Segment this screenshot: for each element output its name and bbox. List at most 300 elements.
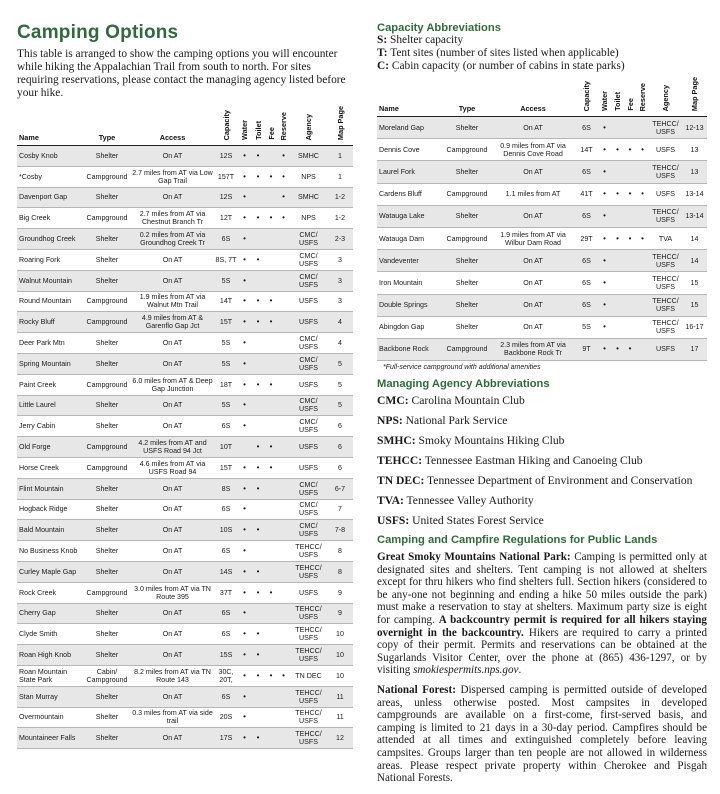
cell-capacity: 6S <box>575 272 598 294</box>
col-header-access <box>491 75 575 117</box>
cell-agency: TEHCC/ USFS <box>649 117 682 139</box>
cell-name: Iron Mountain <box>377 272 443 294</box>
cell-name: Abingdon Gap <box>377 316 443 338</box>
col-header-label: Name <box>379 104 399 113</box>
cell-access: 0.9 miles from AT via Dennis Cove Road <box>491 139 575 161</box>
cell-access: On AT <box>131 603 214 624</box>
cell-toilet <box>611 161 624 183</box>
cell-capacity: 5S <box>214 395 238 416</box>
table-row <box>377 250 707 272</box>
col-header-access <box>131 104 214 146</box>
col-header-label: Type <box>458 104 476 113</box>
cell-type: Shelter <box>443 117 491 139</box>
cell-type: Shelter <box>83 333 131 354</box>
cell-access: On AT <box>131 478 214 499</box>
cell-map: 9 <box>327 603 353 624</box>
cell-capacity: 6S <box>575 205 598 227</box>
cell-type: Shelter <box>83 249 131 270</box>
cell-water: • <box>238 249 251 270</box>
cell-access: On AT <box>491 250 575 272</box>
cell-capacity: 15T <box>214 312 238 333</box>
table-row <box>17 437 353 458</box>
cell-agency: TVA <box>649 227 682 249</box>
cell-fee <box>265 624 277 645</box>
cell-toilet <box>251 333 265 354</box>
cell-access: 2.7 miles from AT via Chestnut Branch Tr <box>131 208 214 229</box>
abbr-key: CMC: <box>377 394 409 408</box>
cell-toilet <box>251 416 265 437</box>
cell-capacity: 15T <box>214 457 238 478</box>
cell-name: Spring Mountain <box>17 353 83 374</box>
cell-fee <box>265 229 277 250</box>
cell-map: 13 <box>682 161 707 183</box>
cell-type: Shelter <box>83 520 131 541</box>
col-header-capacity <box>214 104 238 146</box>
cell-water: • <box>238 665 251 686</box>
cell-toilet: • <box>611 338 624 360</box>
intro-paragraph: This table is arranged to show the camping options you will encounter while hiking the Appalachian Trail from south to north. For sites requiring reservations, please contact the managing agency listed before your hike. <box>17 48 346 99</box>
table-row <box>17 478 353 499</box>
abbr-text: Tennessee Department of Environment and Conservation <box>424 474 693 488</box>
cell-type: Shelter <box>443 205 491 227</box>
cell-access: On AT <box>131 645 214 666</box>
cell-toilet: • <box>251 291 265 312</box>
cell-capacity: 6S <box>214 624 238 645</box>
cell-water: • <box>238 728 251 749</box>
cell-access: On AT <box>491 294 575 316</box>
cell-type: Campground <box>443 139 491 161</box>
cell-water: • <box>238 707 251 728</box>
cell-type: Campground <box>443 227 491 249</box>
cell-map: 14 <box>682 250 707 272</box>
abbr-item <box>377 514 707 528</box>
cell-agency: TEHCC/ USFS <box>290 686 327 707</box>
table-row <box>17 291 353 312</box>
table-row <box>17 645 353 666</box>
abbr-text: Carolina Mountain Club <box>408 394 525 408</box>
cell-capacity: 12S <box>214 146 238 167</box>
cell-capacity: 6S <box>214 229 238 250</box>
cell-fee <box>265 353 277 374</box>
cell-map: 14 <box>682 227 707 249</box>
cell-capacity: 6S <box>214 686 238 707</box>
cell-access: 2.7 miles from AT via Low Gap Trail <box>131 166 214 187</box>
cell-capacity: 9T <box>575 338 598 360</box>
cell-map: 1-2 <box>327 187 353 208</box>
cell-capacity: 6S <box>575 250 598 272</box>
cell-type: Shelter <box>443 294 491 316</box>
permit-website-link[interactable]: smokiespermits.nps.gov <box>413 664 519 677</box>
cell-agency: TEHCC/ USFS <box>290 561 327 582</box>
col-header-fee <box>265 104 277 146</box>
cell-agency: TEHCC/ USFS <box>290 541 327 562</box>
cell-reserve <box>636 338 649 360</box>
cell-water: • <box>238 561 251 582</box>
table-row <box>17 312 353 333</box>
cell-toilet <box>251 187 265 208</box>
col-header-map-page <box>682 75 707 117</box>
cell-map: 6-7 <box>327 478 353 499</box>
cell-name: Bald Mountain <box>17 520 83 541</box>
cell-fee: • <box>624 338 636 360</box>
cell-type: Shelter <box>83 395 131 416</box>
cell-toilet <box>251 686 265 707</box>
cell-access: 2.3 miles from AT via Backbone Rock Tr <box>491 338 575 360</box>
table-row <box>17 603 353 624</box>
cell-capacity: 6S <box>575 294 598 316</box>
cell-name: Old Forge <box>17 437 83 458</box>
cell-type: Campground <box>83 437 131 458</box>
cell-type: Shelter <box>443 316 491 338</box>
table-row <box>17 499 353 520</box>
table-row <box>17 707 353 728</box>
cell-name: Round Mountain <box>17 291 83 312</box>
cell-name: Davenport Gap <box>17 187 83 208</box>
cell-water: • <box>598 338 611 360</box>
cell-access: On AT <box>491 316 575 338</box>
abbr-item <box>377 34 707 47</box>
cell-capacity: 14T <box>575 139 598 161</box>
cell-agency: TEHCC/ USFS <box>290 707 327 728</box>
cell-agency: TEHCC/ USFS <box>649 316 682 338</box>
cell-toilet: • <box>611 227 624 249</box>
table-footnote: *Full-service campground with additional amenities <box>383 364 541 372</box>
cell-reserve <box>277 395 290 416</box>
cell-fee <box>265 395 277 416</box>
table-header-row <box>17 104 353 146</box>
cell-toilet <box>251 707 265 728</box>
cell-access: On AT <box>131 686 214 707</box>
cell-toilet <box>611 117 624 139</box>
col-header-label: Name <box>19 133 39 142</box>
gsm-permit-notice: A backcountry permit is required for all hikers staying overnight in the backcountry. <box>377 614 707 639</box>
cell-name: No Business Knob <box>17 541 83 562</box>
abbr-text: Cabin capacity (or number of cabins in state parks) <box>389 60 625 72</box>
table-row <box>17 582 353 603</box>
cell-fee: • <box>265 665 277 686</box>
col-header-toilet <box>251 104 265 146</box>
cell-name: Watauga Dam <box>377 227 443 249</box>
table-row <box>377 139 707 161</box>
cell-agency: TEHCC/ USFS <box>290 624 327 645</box>
col-header-label: Agency <box>661 84 670 111</box>
cell-map: 12 <box>327 728 353 749</box>
cell-type: Shelter <box>83 499 131 520</box>
cell-water: • <box>238 582 251 603</box>
col-header-label: Access <box>520 104 546 113</box>
cell-name: Dennis Cove <box>377 139 443 161</box>
cell-capacity: 5S <box>214 333 238 354</box>
col-header-label: Water <box>600 90 609 111</box>
col-header-water <box>598 75 611 117</box>
cell-capacity: 17S <box>214 728 238 749</box>
cell-name: Overmountain <box>17 707 83 728</box>
cell-map: 13 <box>682 139 707 161</box>
abbr-key: TN DEC: <box>377 474 425 488</box>
cell-type: Campground <box>83 312 131 333</box>
cell-reserve: • <box>277 146 290 167</box>
cell-agency: USFS <box>290 437 327 458</box>
cell-agency: TEHCC/ USFS <box>649 294 682 316</box>
col-header-label: Fee <box>625 98 635 111</box>
col-header-label: Capacity <box>582 80 591 111</box>
capacity-abbr-list <box>377 34 707 73</box>
capacity-abbr-heading: Capacity Abbreviations <box>377 22 501 34</box>
cell-fee: • <box>265 457 277 478</box>
cell-map: 1 <box>327 166 353 187</box>
table-row <box>17 374 353 395</box>
cell-water <box>238 437 251 458</box>
cell-toilet: • <box>251 645 265 666</box>
cell-type: Campground <box>83 208 131 229</box>
cell-name: Cardens Bluff <box>377 183 443 205</box>
cell-water: • <box>238 478 251 499</box>
cell-access: On AT <box>131 499 214 520</box>
cell-reserve <box>277 291 290 312</box>
cell-agency: USFS <box>290 374 327 395</box>
cell-agency: TEHCC/ USFS <box>649 272 682 294</box>
abbr-text: United States Forest Service <box>409 514 544 528</box>
cell-reserve: • <box>277 166 290 187</box>
abbr-text: Shelter capacity <box>387 34 464 46</box>
cell-map: 4 <box>327 333 353 354</box>
cell-fee: • <box>624 227 636 249</box>
cell-name: Hogback Ridge <box>17 499 83 520</box>
col-header-label: Agency <box>304 113 313 140</box>
cell-agency: NPS <box>290 208 327 229</box>
cell-toilet: • <box>251 166 265 187</box>
abbr-key: NPS: <box>377 414 403 428</box>
cell-access: On AT <box>131 333 214 354</box>
abbr-text: Tennessee Eastman Hiking and Canoeing Club <box>422 454 643 468</box>
cell-fee <box>265 187 277 208</box>
left-column <box>17 22 353 749</box>
cell-capacity: 6S <box>575 161 598 183</box>
cell-water: • <box>238 499 251 520</box>
cell-map: 7-8 <box>327 520 353 541</box>
cell-fee <box>265 333 277 354</box>
cell-type: Shelter <box>443 272 491 294</box>
gsm-regulations-paragraph <box>377 551 707 677</box>
cell-map: 10 <box>327 665 353 686</box>
cell-name: Deer Park Mtn <box>17 333 83 354</box>
cell-name: Cosby Knob <box>17 146 83 167</box>
cell-map: 11 <box>327 686 353 707</box>
cell-capacity: 15S <box>214 645 238 666</box>
cell-reserve <box>277 624 290 645</box>
cell-capacity: 5S <box>214 353 238 374</box>
cell-type: Shelter <box>443 161 491 183</box>
cell-agency: CMC/ USFS <box>290 478 327 499</box>
col-header-water <box>238 104 251 146</box>
cell-toilet: • <box>251 665 265 686</box>
cell-name: Moreland Gap <box>377 117 443 139</box>
cell-toilet: • <box>611 139 624 161</box>
cell-agency: TEHCC/ USFS <box>649 161 682 183</box>
cell-name: Roan High Knob <box>17 645 83 666</box>
cell-capacity: 12S <box>214 187 238 208</box>
cell-type: Campground <box>443 183 491 205</box>
cell-name: Vandeventer <box>377 250 443 272</box>
cell-name: Flint Mountain <box>17 478 83 499</box>
table-row <box>17 457 353 478</box>
cell-fee: • <box>265 582 277 603</box>
cell-access: On AT <box>131 561 214 582</box>
cell-name: Walnut Mountain <box>17 270 83 291</box>
cell-water: • <box>238 166 251 187</box>
cell-fee <box>265 561 277 582</box>
cell-water: • <box>598 205 611 227</box>
cell-capacity: 14S <box>214 561 238 582</box>
cell-capacity: 6S <box>214 603 238 624</box>
cell-fee <box>265 499 277 520</box>
col-header-type <box>443 75 491 117</box>
cell-capacity: 5S <box>214 270 238 291</box>
cell-water: • <box>238 645 251 666</box>
cell-fee: • <box>265 166 277 187</box>
cell-fee <box>265 686 277 707</box>
cell-fee <box>265 146 277 167</box>
cell-access: On AT <box>131 187 214 208</box>
col-header-agency <box>290 104 327 146</box>
cell-reserve <box>636 117 649 139</box>
cell-fee: • <box>265 291 277 312</box>
abbr-text: National Park Service <box>402 414 508 428</box>
cell-toilet: • <box>251 437 265 458</box>
cell-type: Campground <box>83 374 131 395</box>
cell-water: • <box>598 117 611 139</box>
cell-map: 10 <box>327 624 353 645</box>
cell-access: 8.2 miles from AT via TN Route 143 <box>131 665 214 686</box>
cell-type: Shelter <box>83 561 131 582</box>
table-row <box>17 561 353 582</box>
cell-agency: USFS <box>649 338 682 360</box>
cell-name: Double Springs <box>377 294 443 316</box>
cell-access: 1.9 miles from AT via Wilbur Dam Road <box>491 227 575 249</box>
cell-water: • <box>238 603 251 624</box>
col-header-agency <box>649 75 682 117</box>
cell-agency: TEHCC/ USFS <box>290 728 327 749</box>
nf-title: National Forest: <box>377 684 456 696</box>
cell-water: • <box>598 250 611 272</box>
table-row <box>377 117 707 139</box>
col-header-label: Toilet <box>613 92 622 111</box>
cell-reserve <box>277 249 290 270</box>
gsm-end: . <box>518 664 522 677</box>
cell-map: 6 <box>327 416 353 437</box>
cell-map: 13-14 <box>682 205 707 227</box>
cell-reserve <box>277 582 290 603</box>
cell-toilet: • <box>251 249 265 270</box>
cell-reserve <box>277 728 290 749</box>
cell-type: Shelter <box>83 229 131 250</box>
cell-access: On AT <box>131 416 214 437</box>
cell-access: On AT <box>131 541 214 562</box>
cell-access: On AT <box>491 205 575 227</box>
cell-access: 1.9 miles from AT via Walnut Mtn Trail <box>131 291 214 312</box>
cell-water: • <box>238 457 251 478</box>
cell-name: *Cosby <box>17 166 83 187</box>
cell-reserve <box>636 250 649 272</box>
col-header-map-page <box>327 104 353 146</box>
cell-name: Backbone Rock <box>377 338 443 360</box>
cell-water: • <box>238 353 251 374</box>
cell-name: Clyde Smith <box>17 624 83 645</box>
cell-toilet: • <box>251 624 265 645</box>
cell-toilet: • <box>251 582 265 603</box>
cell-water: • <box>598 316 611 338</box>
cell-type: Shelter <box>83 624 131 645</box>
cell-access: 4.9 miles from AT & Garenflo Gap Jct <box>131 312 214 333</box>
cell-map: 5 <box>327 395 353 416</box>
table-row <box>17 728 353 749</box>
abbr-key: C: <box>377 60 390 72</box>
cell-map: 9 <box>327 582 353 603</box>
cell-fee <box>265 707 277 728</box>
cell-access: On AT <box>131 728 214 749</box>
cell-capacity: 8S <box>214 478 238 499</box>
cell-toilet: • <box>251 146 265 167</box>
table-row <box>17 624 353 645</box>
cell-reserve <box>277 374 290 395</box>
table-row <box>17 686 353 707</box>
col-header-name <box>377 75 443 117</box>
cell-fee <box>624 294 636 316</box>
cell-agency: CMC/ USFS <box>290 270 327 291</box>
cell-capacity: 41T <box>575 183 598 205</box>
cell-fee: • <box>265 437 277 458</box>
cell-type: Shelter <box>83 353 131 374</box>
cell-water: • <box>238 686 251 707</box>
cell-water: • <box>238 312 251 333</box>
cell-fee <box>265 728 277 749</box>
cell-access: 0.3 miles from AT via side trail <box>131 707 214 728</box>
cell-agency: CMC/ USFS <box>290 395 327 416</box>
cell-name: Rocky Bluff <box>17 312 83 333</box>
abbr-text: Tent sites (number of sites listed when applicable) <box>387 47 619 59</box>
nf-regulations-paragraph <box>377 684 707 785</box>
col-header-label: Reserve <box>638 82 647 111</box>
cell-access: 4.2 miles from AT and USFS Road 94 Jct <box>131 437 214 458</box>
table-row <box>17 395 353 416</box>
cell-fee <box>265 249 277 270</box>
cell-agency: TEHCC/ USFS <box>290 603 327 624</box>
cell-fee <box>624 272 636 294</box>
cell-fee <box>624 316 636 338</box>
cell-access: On AT <box>131 146 214 167</box>
cell-reserve <box>277 645 290 666</box>
cell-fee <box>265 603 277 624</box>
cell-toilet: • <box>251 208 265 229</box>
cell-water: • <box>238 270 251 291</box>
cell-capacity: 10T <box>214 437 238 458</box>
cell-water: • <box>238 291 251 312</box>
cell-agency: USFS <box>649 183 682 205</box>
cell-map: 2-3 <box>327 229 353 250</box>
cell-type: Shelter <box>83 728 131 749</box>
cell-toilet <box>611 250 624 272</box>
table-row <box>377 316 707 338</box>
cell-capacity: 30C, 20T, <box>214 665 238 686</box>
cell-access: 4.6 miles from AT via USFS Road 94 <box>131 457 214 478</box>
col-header-label: Toilet <box>253 121 263 140</box>
cell-capacity: 10S <box>214 520 238 541</box>
cell-access: On AT <box>131 270 214 291</box>
abbr-item <box>377 434 707 448</box>
table-row <box>17 333 353 354</box>
cell-map: 4 <box>327 312 353 333</box>
cell-map: 11 <box>327 707 353 728</box>
